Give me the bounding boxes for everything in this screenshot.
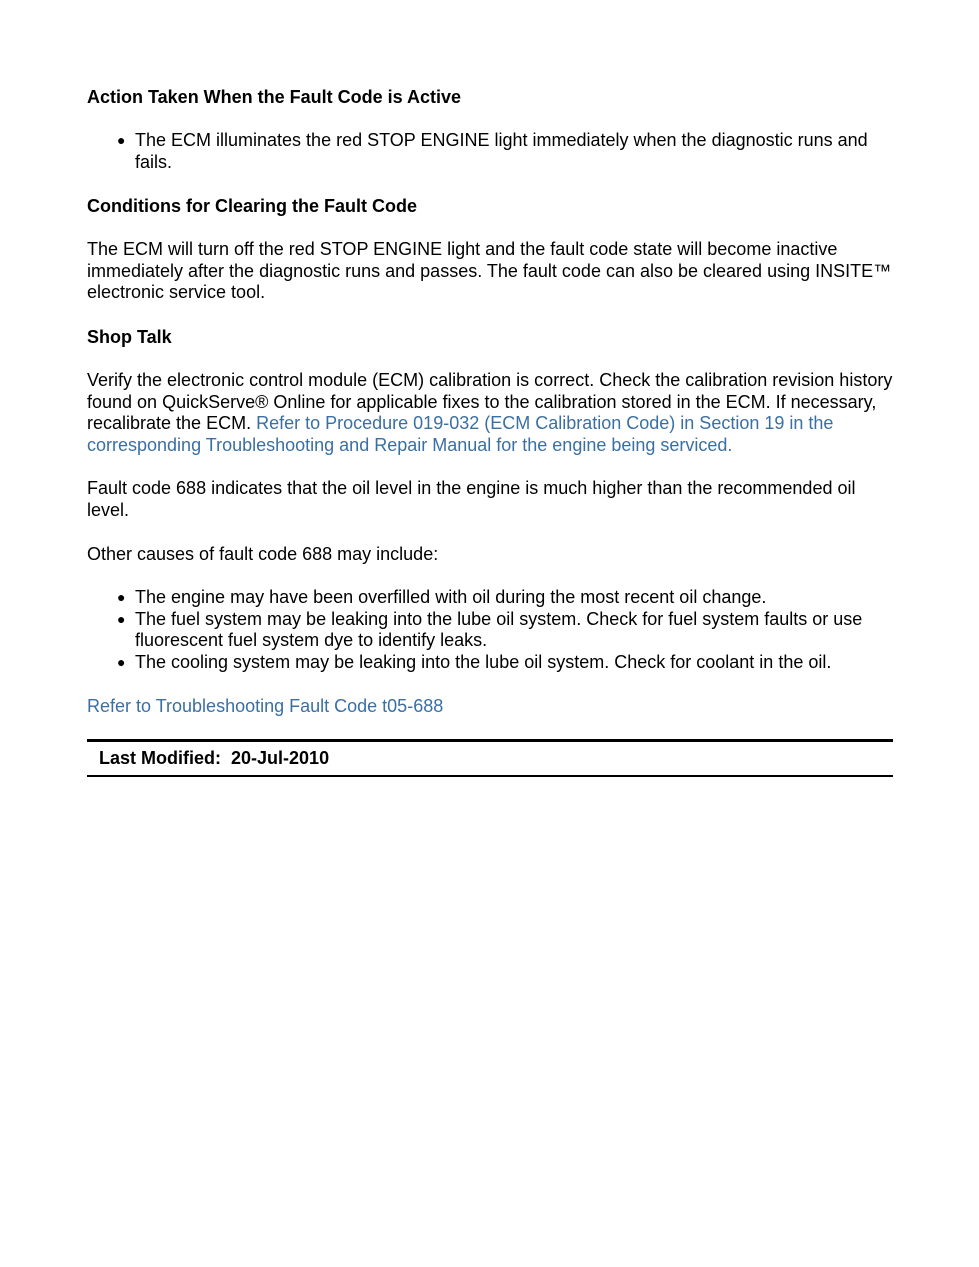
fault-description: Fault code 688 indicates that the oil level in the engine is much higher than the recommended oil level.: [87, 478, 856, 520]
last-modified-label: Last Modified:: [99, 748, 221, 769]
last-modified-date: 20-Jul-2010: [231, 748, 330, 769]
shoptalk-paragraph: [87, 370, 893, 456]
list-item: ● The engine may have been overfilled with oil during the most recent oil change.: [117, 587, 767, 608]
list-item: ● The cooling system may be leaking into the lube oil system. Check for coolant in the oil.: [117, 651, 832, 672]
list-item: ● The ECM illuminates the red STOP ENGINE light immediately when the diagnostic runs and fails.: [117, 130, 868, 172]
shoptalk-heading: Shop Talk: [87, 326, 172, 347]
bullet-icon: ●: [117, 610, 126, 627]
list-item: ● The fuel system may be leaking into the lube oil system. Check for fuel system faults or use fluorescent fuel system dye to identify leaks.: [117, 608, 863, 651]
bullet-icon: ●: [117, 132, 126, 148]
document-content: [87, 86, 893, 777]
causes-intro: Other causes of fault code 688 may include:: [87, 543, 439, 564]
action-heading: Action Taken When the Fault Code is Active: [87, 87, 462, 107]
last-modified-bar: [87, 739, 893, 777]
action-list: [87, 130, 893, 173]
bullet-icon: ●: [117, 589, 126, 606]
bullet-icon: ●: [117, 653, 126, 670]
refer-paragraph: [87, 696, 893, 718]
shoptalk-text: Verify the electronic control module (ECM) calibration is correct. Check the calibration revision history found on QuickServe® Online for applicable fixes to the calibration stored in the ECM. If necessary, recalibrate the ECM.: [87, 369, 893, 434]
procedure-link[interactable]: Refer to Procedure 019-032 (ECM Calibration Code) in Section 19 in the corresponding Troubleshooting and Repair Manual for the engine being serviced.: [87, 413, 834, 455]
clearing-heading: Conditions for Clearing the Fault Code: [87, 196, 417, 217]
clearing-text: The ECM will turn off the red STOP ENGINE light and the fault code state will become inactive immediately after the diagnostic runs and passes. The fault code can also be cleared using INSITE™ electronic service tool.: [87, 239, 892, 303]
causes-list: [87, 587, 893, 673]
troubleshooting-link[interactable]: Refer to Troubleshooting Fault Code t05-688: [87, 695, 444, 716]
